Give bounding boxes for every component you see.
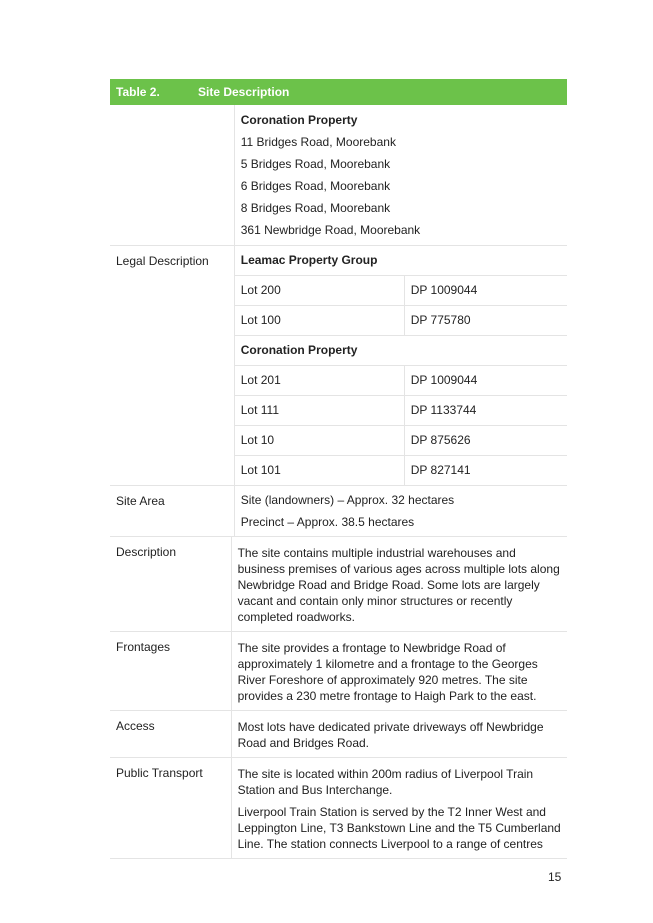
- access-row: [110, 711, 567, 758]
- description-text: The site contains multiple industrial warehouses and business premises of various ages across multiple lots along Newbridge Road and Bridge Road. Some lots are largely vacant and contain only minor structures or recently completed roadworks.: [231, 537, 567, 631]
- description-label: Description: [116, 545, 177, 559]
- address-block: [234, 105, 567, 245]
- address-heading: Coronation Property: [240, 113, 358, 127]
- dp-number: DP 1009044: [410, 283, 478, 297]
- site-area-values: [234, 486, 567, 536]
- table-number: Table 2.: [116, 85, 160, 99]
- legal-group-heading: Leamac Property Group: [235, 246, 567, 276]
- lot-row: [235, 396, 567, 426]
- lot-row: [235, 276, 567, 306]
- site-area-line: Precinct – Approx. 38.5 hectares: [240, 515, 415, 529]
- frontages-text: The site provides a frontage to Newbridge Road of approximately 1 kilometre and a frontage to the Georges River Foreshore of approximately 920 metres. The site provides a 230 metre frontage to Haigh Park to the east.: [231, 632, 567, 710]
- site-area-row: [110, 486, 567, 537]
- legal-description-label: Legal Description: [116, 254, 209, 268]
- legal-description-values: [234, 246, 567, 485]
- lot-row: [235, 456, 567, 485]
- dp-number: DP 827141: [410, 463, 471, 477]
- frontages-label: Frontages: [116, 640, 171, 654]
- public-transport-label: Public Transport: [116, 766, 203, 780]
- address-line: 8 Bridges Road, Moorebank: [240, 201, 391, 215]
- table-header: [110, 79, 567, 105]
- page-number: 15: [548, 870, 562, 884]
- access-text: Most lots have dedicated private driveways off Newbridge Road and Bridges Road.: [231, 711, 567, 757]
- lot-number: Lot 10: [235, 426, 405, 455]
- address-line: 5 Bridges Road, Moorebank: [240, 157, 391, 171]
- access-label: Access: [116, 719, 155, 733]
- site-area-line: Site (landowners) – Approx. 32 hectares: [240, 493, 455, 507]
- site-description-table: [110, 79, 567, 859]
- dp-number: DP 775780: [410, 313, 471, 327]
- lot-row: [235, 426, 567, 456]
- dp-number: DP 1009044: [410, 373, 478, 387]
- address-line: 361 Newbridge Road, Moorebank: [240, 223, 421, 237]
- lot-number: Lot 101: [235, 456, 405, 485]
- lot-number: Lot 111: [235, 396, 405, 425]
- site-area-label: Site Area: [116, 494, 165, 508]
- dp-number: DP 1133744: [410, 403, 477, 417]
- legal-description-row: [110, 246, 567, 486]
- public-transport-paragraph: Liverpool Train Station is served by the T2 Inner West and Leppington Line, T3 Bankstown Line and the T5 Cumberland Line. The station connects Liverpool to a range of centres: [237, 805, 561, 851]
- public-transport-values: [231, 758, 567, 858]
- address-line: 11 Bridges Road, Moorebank: [240, 135, 396, 149]
- address-line: 6 Bridges Road, Moorebank: [240, 179, 391, 193]
- legal-group-heading: Coronation Property: [235, 336, 567, 366]
- lot-number: Lot 100: [235, 306, 405, 335]
- public-transport-row: [110, 758, 567, 859]
- table-title: Site Description: [198, 85, 290, 99]
- dp-number: DP 875626: [410, 433, 471, 447]
- public-transport-paragraph: The site is located within 200m radius of Liverpool Train Station and Bus Interchange.: [237, 767, 534, 797]
- lot-number: Lot 201: [235, 366, 405, 395]
- lot-row: [235, 306, 567, 336]
- lot-number: Lot 200: [235, 276, 405, 305]
- address-row: [110, 105, 567, 246]
- frontages-row: [110, 632, 567, 711]
- description-row: [110, 537, 567, 632]
- lot-row: [235, 366, 567, 396]
